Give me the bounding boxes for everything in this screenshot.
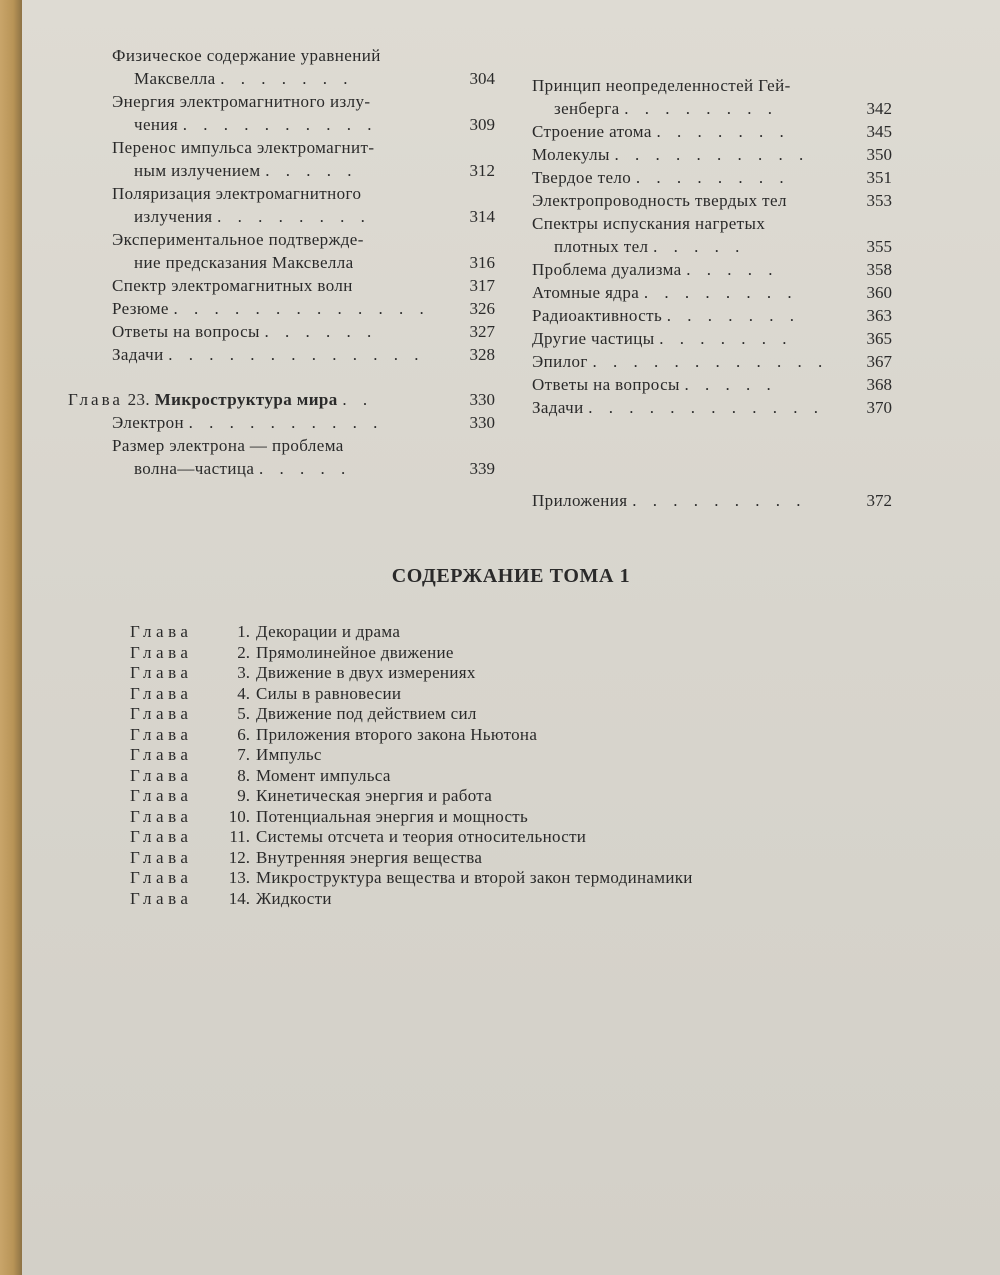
volume1-chapter-row [130,704,693,725]
toc-entry [90,297,495,320]
toc-chapter-23 [68,388,495,411]
toc-left-list [90,44,495,366]
volume1-list [130,622,693,909]
volume1-chapter-row [130,868,693,889]
chapter-title: Момент импульса [256,765,391,785]
toc-left-column [68,44,495,480]
entry-title: ние предсказания Максвелла [134,253,354,272]
entry-title-line1: Перенос импульса электромагнит- [112,138,375,157]
volume1-chapter-row [130,786,693,807]
page-number: 309 [469,115,495,134]
chapter-title: Движение в двух измерениях [256,663,476,682]
page-number: 304 [469,69,495,88]
leader-dots: . . . . . . . . . . [188,413,384,432]
entry-title: Ответы на вопросы [532,375,680,394]
chapter-number: 7. [237,745,250,764]
page-number: 358 [866,260,892,279]
page-number: 328 [469,345,495,364]
entry-title-line1: Поляризация электромагнитного [112,184,362,203]
page-number: 317 [469,276,495,295]
entry-title: Радиоактивность [532,306,663,325]
toc-entry [90,411,495,434]
leader-dots: . . . . . [686,260,779,279]
leader-dots: . . . . . . . . . . [614,145,810,164]
volume1-chapter-row [130,889,693,910]
leader-dots: . . . . . [258,459,352,478]
chapter-number: 13. [228,868,250,887]
chapter-label: Глава [130,724,193,744]
entry-title: плотных тел [554,237,649,256]
toc-left-list-2 [90,411,495,480]
toc-entry [532,327,892,350]
chapter-title: Микроструктура вещества и второй закон термодинамики [256,868,693,887]
toc-entry [532,373,892,396]
leader-dots: . . . . . . . . [624,99,778,118]
page-number: 314 [469,207,495,226]
leader-dots: . . . . . . . . . . . . [592,352,829,371]
entry-title: Электропроводность твердых тел [532,191,787,210]
volume1-chapter-row [130,807,693,828]
page-number: 342 [866,99,892,118]
page-number: 372 [866,491,892,510]
chapter-number: 9. [237,786,250,805]
volume1-chapter-row [130,725,693,746]
chapter-title: Декорации и драма [256,622,401,641]
entry-title: Молекулы [532,145,610,164]
page-number: 326 [469,299,495,318]
chapter-label: Глава [130,622,193,641]
entry-title: излучения [134,207,213,226]
page-number: 312 [469,161,495,180]
toc-entry [532,120,892,143]
chapter-label: Глава [130,827,193,846]
page-number: 351 [866,168,892,187]
chapter-number: 14. [228,888,250,908]
toc-entry [532,143,892,166]
chapter-title: Движение под действием сил [256,704,477,723]
book-edge [0,0,22,1275]
leader-dots: . . . . . . . [220,69,354,88]
volume1-chapter-row [130,663,693,684]
volume1-chapter-row [130,848,693,869]
chapter-number: 8. [237,765,250,785]
entry-title-line1: Экспериментальное подтвержде- [112,230,364,249]
chapter-title: Микроструктура мира [154,390,338,409]
entry-title: Максвелла [134,69,216,88]
toc-entry [90,434,495,480]
leader-dots: . . . . . . . . . [632,491,807,510]
chapter-number: 4. [237,683,250,703]
chapter-title: Импульс [256,745,322,764]
leader-dots: . . . . . . . . . . . . [588,398,825,417]
toc-entry [90,228,495,274]
page-number: 345 [866,122,892,141]
page-number: 330 [469,390,495,409]
chapter-title: Системы отсчета и теория относительности [256,827,587,846]
toc-entry [532,74,892,120]
page-number: 316 [469,253,495,272]
chapter-title: Внутренняя энергия вещества [256,847,483,867]
chapter-title: Силы в равновесии [256,683,402,703]
chapter-label: Глава [130,765,193,785]
volume1-chapter-row [130,622,693,643]
entry-title: ным излучением [134,161,261,180]
chapter-number: 12. [228,847,250,867]
entry-title: чения [134,115,179,134]
toc-entry [532,350,892,373]
leader-dots: . . . . . . . . . . [182,115,378,134]
entry-title: Электрон [112,413,184,432]
leader-dots: . . . . . . [264,322,378,341]
entry-title: волна—частица [134,459,255,478]
entry-title: Задачи [112,345,164,364]
chapter-label: Глава [68,390,123,409]
chapter-number: 2. [237,642,250,662]
entry-title: Задачи [532,398,584,417]
book-page [22,0,1000,1275]
leader-dots: . . . . . . . [656,122,790,141]
toc-appendix [532,489,892,512]
chapter-label: Глава [130,663,193,682]
page-number: 353 [866,191,892,210]
page-number: 330 [469,413,495,432]
chapter-title: Приложения второго закона Ньютона [256,724,538,744]
page-number: 350 [866,145,892,164]
entry-title: Эпилог [532,352,588,371]
chapter-label: Глава [130,786,193,805]
volume1-chapter-row [130,643,693,664]
entry-title: Твердое тело [532,168,632,187]
chapter-number: 11. [229,827,250,846]
toc-entry [90,274,495,297]
page-number: 368 [866,375,892,394]
appendix-title: Приложения [532,491,628,510]
volume1-chapter-row [130,827,693,848]
chapter-label: Глава [130,683,193,703]
chapter-title: Жидкости [256,888,332,908]
volume1-chapter-row [130,745,693,766]
toc-entry [532,281,892,304]
chapter-number: 6. [237,724,250,744]
chapter-title: Кинетическая энергия и работа [256,786,493,805]
chapter-label: Глава [130,642,193,662]
page-number: 365 [866,329,892,348]
toc-entry [532,212,892,258]
page-number: 363 [866,306,892,325]
leader-dots: . . . . . [265,161,358,180]
page-number: 339 [469,459,495,478]
leader-dots: . . . . . [684,375,777,394]
chapter-label: Глава [130,888,193,908]
chapter-label: Глава [130,868,193,887]
toc-entry [90,182,495,228]
toc-entry [532,189,892,212]
entry-title: Резюме [112,299,169,318]
chapter-number: 10. [228,806,250,826]
entry-title: Спектр электромагнитных волн [112,276,353,295]
toc-entry [90,320,495,343]
entry-title-line1: Физическое содержание уравнений [112,46,381,65]
chapter-number: 3. [237,663,250,682]
entry-title-line1: Энергия электромагнитного излу- [112,92,371,111]
page-number: 360 [866,283,892,302]
toc-entry [532,396,892,419]
entry-title: зенберга [554,99,620,118]
page-number: 370 [866,398,892,417]
chapter-label: Глава [130,704,193,723]
toc-entry [90,343,495,366]
volume1-chapter-row [130,766,693,787]
leader-dots: . . . . . . . . [643,283,798,302]
volume1-heading: СОДЕРЖАНИЕ ТОМА 1 [391,565,631,587]
toc-entry [532,166,892,189]
entry-title: Другие частицы [532,329,655,348]
chapter-number: 23. [127,390,151,409]
chapter-number: 1. [237,622,250,641]
leader-dots: . . . . . . . . . . . . . [173,299,430,318]
toc-entry [532,304,892,327]
page-number: 327 [469,322,495,341]
leader-dots: . . . . . . . . . . . . . [168,345,425,364]
toc-entry [532,258,892,281]
entry-title: Строение атома [532,122,652,141]
page-number: 367 [866,352,892,371]
entry-title-line1: Размер электрона — проблема [112,436,344,455]
leader-dots: . . . . . . . [659,329,793,348]
page-number: 355 [866,237,892,256]
leader-dots: . . . . . . . . [635,168,790,187]
leader-dots: . . . . . [653,237,746,256]
volume1-chapter-row [130,684,693,705]
toc-right-column [532,74,892,512]
chapter-number: 5. [237,704,250,723]
entry-title: Проблема дуализма [532,260,682,279]
toc-entry [90,90,495,136]
toc-entry [90,44,495,90]
chapter-title: Потенциальная энергия и мощность [256,806,529,826]
chapter-label: Глава [130,847,193,867]
leader-dots: . . . . . . . [666,306,801,325]
chapter-title: Прямолинейное движение [256,642,454,662]
toc-entry [90,136,495,182]
chapter-label: Глава [130,806,193,826]
chapter-label: Глава [130,745,193,764]
leader-dots: . . [342,390,374,409]
entry-title: Атомные ядра [532,283,640,302]
entry-title-line1: Принцип неопределенностей Гей- [532,76,791,95]
entry-title: Ответы на вопросы [112,322,260,341]
entry-title-line1: Спектры испускания нагретых [532,214,766,233]
toc-right-list [532,74,892,419]
leader-dots: . . . . . . . . [217,207,371,226]
